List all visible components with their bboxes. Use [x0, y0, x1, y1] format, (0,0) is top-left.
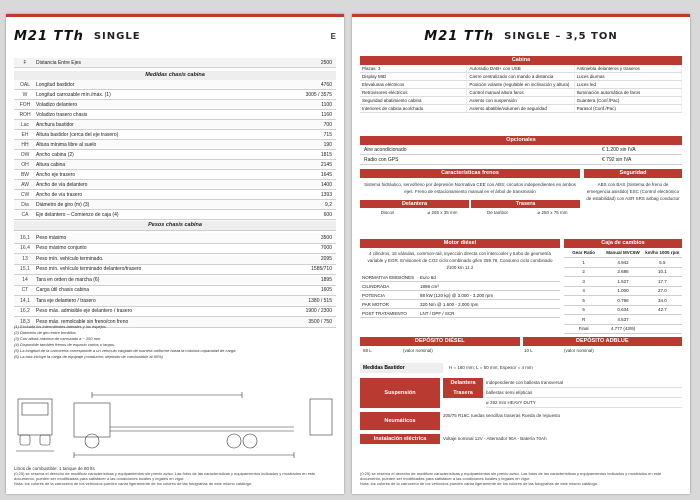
row-code: BW — [20, 171, 30, 178]
model-title: SINGLE — [93, 30, 141, 42]
row-value: 7000 — [320, 245, 332, 252]
cabina-cell: Elevalunas eléctricos — [360, 81, 467, 89]
suspension-label: Suspensión — [360, 378, 440, 408]
caja-cell: 0.634 — [617, 307, 629, 313]
row-code: FOH — [19, 101, 31, 108]
motor-label: POST TRATAMIENTO — [362, 310, 407, 316]
table-row — [564, 258, 682, 268]
model-title: SINGLE – 3,5 TON — [504, 30, 618, 42]
row-code: OH — [21, 161, 29, 168]
table-row — [14, 254, 336, 265]
suspension-block — [360, 378, 682, 408]
row-label: Ancho eje trasero — [36, 171, 76, 178]
row-value: 4760 — [320, 81, 332, 88]
row-code: 16,4 — [20, 245, 30, 252]
table-row — [564, 287, 682, 297]
electrica-label: Instalación eléctrica — [360, 434, 440, 444]
table-row — [14, 130, 336, 140]
caja-title: Caja de cambios — [564, 239, 682, 248]
table-row — [360, 300, 560, 309]
neumaticos-block — [360, 412, 682, 430]
caja-cell: 4.942 — [617, 259, 629, 265]
suspension-value: ⌀ 292 mm HEAVY DUTY — [486, 398, 682, 408]
electrica-block — [360, 434, 682, 444]
motor-value: Euro 6d — [420, 274, 436, 280]
neumaticos-value: 205/75 R16C ruedas sencillas traseras Rueda de repuesto — [443, 413, 561, 418]
table-row — [360, 273, 560, 282]
caja-cell: 2 — [582, 269, 585, 275]
caja-section — [564, 239, 682, 334]
table-row — [14, 265, 336, 276]
row-value: 600 — [323, 211, 332, 218]
motor-label: CILINDRADA — [362, 283, 390, 289]
motor-rows — [360, 273, 560, 318]
row-label: Eje delantero – Comienzo de caja (4) — [36, 211, 119, 218]
motor-value: 320 Nm @ 1.600 - 2.000 rpm — [420, 301, 479, 307]
row-label: Ancho cabina (2) — [36, 151, 74, 158]
row-label: Tara en orden de marcha (6) — [36, 276, 100, 283]
intro-table — [14, 58, 336, 81]
row-label: Diámetro de giro (m) (3) — [36, 201, 90, 208]
electrica-value: Voltaje nominal 12V - Alternador 90A - Batería 70Ah — [443, 436, 547, 441]
caja-cell: 0.796 — [617, 297, 629, 303]
row-code: HH — [21, 141, 29, 148]
brand-logo: M21 TTh — [424, 28, 495, 44]
cabina-cell: Retrovisores eléctricos — [360, 89, 467, 97]
opcional-value: € 1.200 sin IVA — [602, 146, 636, 153]
motor-section — [360, 239, 560, 318]
cabina-cell: Guantera (Conf./Pac) — [575, 97, 682, 105]
cabina-cell: Posición volante (regulable en inclinación y altura) — [467, 81, 574, 89]
caja-cell: 5.5 — [659, 259, 666, 265]
row-code: OAL — [19, 81, 30, 88]
cabina-title: Cabina — [360, 56, 682, 65]
caja-cell: 42.7 — [657, 307, 667, 313]
row-label: Altura cabina — [36, 161, 66, 168]
table-row — [14, 233, 336, 244]
row-value: 1100 — [321, 101, 332, 108]
table-row — [564, 296, 682, 306]
table-row — [564, 315, 682, 325]
row-value: 1160 — [321, 111, 332, 118]
row-value: 715 — [323, 131, 332, 138]
row-code: 18,3 — [20, 318, 30, 325]
cabina-cell: Control manual altura faros — [467, 89, 574, 97]
caja-header-cell: km/hx 1000 rpm — [645, 250, 680, 255]
table-row — [360, 282, 560, 291]
seguridad-text: ABS con BAS (Sistema de freno de emergencia asistido) ESC (Control electrónico de estabilidad) con ASR SRS airbag conductor — [586, 182, 680, 201]
left-title-row — [14, 24, 336, 48]
footnote: (1) Excluido los intermitentes laterales y los espejos — [14, 324, 106, 329]
caja-header-cell: Gear Ratio — [572, 250, 596, 255]
cabina-cell: Luces diurnas — [575, 73, 682, 81]
footnote: (2) Diámetro de giro entre bordillos — [14, 330, 76, 335]
suspension-rows — [443, 378, 682, 408]
row-label: Peso máx. remolcable sin freno/con freno — [36, 318, 129, 325]
cabina-cell: Asiento con suspensión — [467, 97, 574, 105]
row-code: CA — [21, 211, 29, 218]
table-row — [564, 325, 682, 335]
cabina-cell: Interiores de cabina acolchado — [360, 105, 467, 113]
trasera-type: De tambor — [486, 210, 508, 215]
row-label: Anchura bastidor — [36, 121, 74, 128]
caja-table — [564, 248, 682, 334]
adblue-note: (valor nominal) — [564, 348, 594, 353]
table-row — [14, 210, 336, 220]
suspension-value: ballestas semi elípticas — [486, 388, 682, 398]
caja-cell: 10.1 — [657, 269, 667, 275]
table-row — [14, 275, 336, 286]
table-row — [360, 291, 560, 300]
adblue-value: 10 L — [524, 348, 533, 353]
row-label: Longitud bastidor — [36, 81, 75, 88]
footnote: (5) La longitud de la carrocería corresponde a un vehículo cargado de manera uniforme hasta la máxima capacidad de carga — [14, 348, 236, 353]
cabina-cell: Parasol (Conf./Pac) — [575, 105, 682, 113]
row-value: 1605 — [320, 287, 332, 294]
right-title-row — [360, 24, 682, 48]
row-label: Carga útil chasis cabina — [36, 287, 90, 294]
opcional-value: € 792 sin IVA — [602, 156, 632, 163]
opcional-label: Radio con GPS — [364, 156, 399, 163]
top-accent-bar — [352, 14, 690, 17]
row-code: ROH — [19, 111, 31, 118]
row-label: Voladizo delantero — [36, 101, 78, 108]
footnote: (4) Disponible también frenos de espacio cortos o largos. — [14, 342, 116, 347]
footnotes — [14, 324, 336, 360]
cabina-cell: Antiniebla delanteros y traseros — [575, 65, 682, 73]
truck-diagram — [14, 389, 336, 461]
row-value: 1645 — [320, 171, 332, 178]
caja-cell: 1.527 — [617, 278, 629, 284]
row-code: CT — [21, 287, 29, 294]
table-row — [564, 268, 682, 278]
row-value: 3500 — [320, 234, 332, 241]
table-row — [360, 155, 682, 165]
caja-cell: 17.7 — [657, 278, 667, 284]
caja-cell: 4.777 (43/9) — [610, 326, 636, 332]
caja-header-cell: Manual MVC6W — [606, 250, 640, 255]
table-row — [14, 90, 336, 100]
left-page — [6, 14, 344, 494]
suspension-sub-label — [443, 398, 483, 408]
footnote: (6) La tara incluye la carga de equipaje (conductor, depósito de combustible al 90%) — [14, 354, 163, 359]
row-code: EH — [21, 131, 29, 138]
delantera-type: Discos — [380, 210, 395, 215]
motor-title: Motor diésel — [360, 239, 560, 248]
weights-table — [14, 233, 336, 328]
suspension-sub-label: Trasera — [443, 388, 483, 398]
measures-table — [14, 80, 336, 230]
table-row — [14, 296, 336, 307]
table-row — [443, 388, 682, 398]
table-row — [14, 150, 336, 160]
table-row — [14, 120, 336, 130]
caja-cell: 34.0 — [657, 297, 667, 303]
motor-label: POTENCIA — [362, 292, 386, 298]
row-code: 15,1 — [20, 266, 30, 273]
row-label: Tara eje delantero / trasero — [36, 297, 96, 304]
cabina-cell: Seguridad abatimiento cabina — [360, 97, 467, 105]
brand-logo: M21 TTh — [14, 28, 84, 44]
suspension-value: Independiente con ballesta transversal — [486, 378, 682, 388]
left-footer: (0:25) se reserva el derecho de modificar características y equipamientos sin previo aviso. Las fotos de las características y equipamientos indicados y mostrados en este documento, pueden ser modificadas para satisfacer a las condiciones locales y legales en vigor. Nota: los colores de la carrocería de los vehículos pueden variar ligeramente de los colores de las fotografías de este mismo catálogo. — [14, 471, 316, 486]
cabina-cell: Display MID — [360, 73, 467, 81]
table-row — [14, 200, 336, 210]
table-row: F Distancia Entre Ejes 2500 — [14, 58, 336, 68]
table-row — [14, 180, 336, 190]
row-value: 700 — [323, 121, 332, 128]
row-code: 16,2 — [20, 308, 30, 315]
row-label: Peso mín. vehículo terminado. — [36, 255, 104, 262]
section-weights-title: Pesos chasis cabina — [14, 221, 336, 231]
motor-label: NORMATIVA EMISIONES — [362, 274, 415, 280]
table-row — [14, 244, 336, 255]
row-value: 1585/710 — [311, 266, 332, 273]
cab-front-view — [18, 399, 52, 435]
row-value: 3500 / 750 — [308, 318, 332, 325]
motor-value: 1898 cm³ — [420, 283, 439, 289]
diesel-value: 68 L — [363, 348, 372, 353]
version-badge: E — [330, 31, 336, 41]
motor-value: LNT / DPF / SCR — [420, 310, 455, 316]
depositos-section — [360, 337, 682, 355]
delantera-size: ⌀ 265 x 35 mm — [427, 210, 458, 215]
row-code: 14,1 — [20, 297, 30, 304]
caja-cell: 5 — [582, 297, 585, 303]
row-label: Peso máximo — [36, 234, 67, 241]
table-row — [14, 190, 336, 200]
row-label: Altura bastidor (cerca del eje trasero) — [36, 131, 119, 138]
bastidor-value: H = 180 mm; L = 50 mm; Espesor = 4 mm — [449, 365, 533, 370]
footnote: (3) Con altura máxima de carrozado a ~ 150 mm — [14, 336, 101, 341]
cab-rear-view — [310, 399, 332, 435]
motor-text: 4 cilindros, 16 válvulas, common-rail, inyección directa con intercooler y turbo de geometría variable y EGR. Emisiones de CO2 ciclo combinado g/km 259.78, Consumo ciclo combinado l/100 km 11.2 — [367, 251, 553, 270]
motor-value: 88 kW (120 kp) @ 3.000 - 3.200 rpm — [420, 292, 494, 298]
right-page — [352, 14, 690, 494]
row-label: Voladizo trasero chasis — [36, 111, 88, 118]
table-row — [14, 100, 336, 110]
row-label: Ancho de vía delantero — [36, 181, 88, 188]
cabina-grid — [360, 65, 682, 113]
delantera-title: Delantera — [360, 200, 469, 208]
deposito-diesel-title: DEPÓSITO DIÉSEL — [360, 337, 520, 346]
opcionales-section — [360, 136, 682, 165]
diesel-note: (valor nominal) — [403, 348, 433, 353]
caja-cell: R — [582, 316, 586, 322]
row-code: OW — [20, 151, 30, 158]
opcionales-title: Opcionales — [360, 136, 682, 145]
row-value: 1815 — [320, 151, 332, 158]
row-value: 2095 — [320, 255, 332, 262]
cabina-cell: Luces led — [575, 81, 682, 89]
bastidor-label: Medidas Bastidor — [360, 363, 443, 373]
trasera-size: ⌀ 250 x 75 mm — [537, 210, 568, 215]
opcionales-list — [360, 145, 682, 165]
row-value: 9,2 — [325, 201, 332, 208]
frenos-text: Sistema hidráulico, servofreno por depresión Normativa CEE con ABS; circuitos independientes en ambos ejes. Freno de estacionamiento manual en el árbol de transmisión — [364, 182, 576, 194]
caja-cell: 27.0 — [657, 288, 667, 294]
table-row — [360, 145, 682, 155]
cabina-cell: Asiento abatible/volumen de seguridad — [467, 105, 574, 113]
caja-cell: 2.686 — [617, 269, 629, 275]
cabina-cell: Autoradio DAB+ con USB — [467, 65, 574, 73]
caja-cell: 1.000 — [617, 288, 629, 294]
row-code: 16,1 — [20, 234, 30, 241]
row-value: 2145 — [320, 161, 332, 168]
row-label: Peso máx. admisible eje delantero / trasero — [36, 308, 133, 315]
deposito-adblue-title: DEPÓSITO ADBLUE — [523, 337, 683, 346]
row-code: AW — [21, 181, 29, 188]
table-row — [14, 170, 336, 180]
opcional-label: Aire acondicionado — [364, 146, 407, 153]
table-row — [14, 80, 336, 90]
table-row — [14, 110, 336, 120]
caja-cell: 1 — [582, 259, 585, 265]
diagram-caption: Litros de combustible: 1 tanque de 80 lts — [14, 466, 95, 471]
row-label: Peso máximo conjunto — [36, 245, 87, 252]
row-value: 1895 — [320, 276, 332, 283]
top-accent-bar — [6, 14, 344, 17]
frenos-title: Características frenos — [360, 169, 580, 178]
table-row — [14, 307, 336, 318]
right-footer: (0:25) se reserva el derecho de modificar características y equipamientos sin previo aviso. Las fotos de las características y equipamientos indicados y mostrados en este documento, pueden ser modificadas para satisfacer a las condiciones locales y legales en vigor. Nota: los colores de la carrocería de los vehículos pueden variar ligeramente de los colores de las fotografías de este mismo catálogo. — [360, 471, 662, 486]
table-row — [360, 309, 560, 318]
row-code: CW — [20, 191, 30, 198]
row-code: Dia — [21, 201, 29, 208]
table-row — [564, 277, 682, 287]
caja-cell: 3 — [582, 278, 585, 284]
row-value: 1400 — [320, 181, 332, 188]
table-row — [443, 398, 682, 408]
row-label: Altura mínima libre al suelo — [36, 141, 97, 148]
table-row — [564, 306, 682, 316]
caja-cell: 4.537 — [617, 316, 629, 322]
row-label: Longitud carrozable mín./máx. (1) — [36, 91, 111, 98]
caja-cell: Final — [578, 326, 589, 332]
trasera-title: Trasera — [471, 200, 580, 208]
table-row — [443, 378, 682, 388]
row-value: 1380 / 515 — [308, 297, 332, 304]
row-value: 1393 — [320, 191, 332, 198]
frenos-section — [360, 169, 580, 218]
table-row — [14, 286, 336, 297]
row-code: 14 — [22, 276, 28, 283]
motor-label: PAR MOTOR — [362, 301, 389, 307]
row-label: Peso mín. vehículo terminado delantero/trasero — [36, 266, 142, 273]
cabina-cell: Cierre centralizado con mando a distancia — [467, 73, 574, 81]
caja-cell: 4 — [582, 288, 585, 294]
row-label: Ancho de vía trasero — [36, 191, 83, 198]
seguridad-title: Seguridad — [584, 169, 682, 178]
bastidor-row — [360, 363, 682, 373]
cabina-cell: Iluminación automática de faros — [575, 89, 682, 97]
neumaticos-label: Neumáticos — [360, 412, 440, 430]
cabina-cell: Plazas: 3 — [360, 65, 467, 73]
cabina-section — [360, 56, 682, 113]
table-row — [14, 160, 336, 170]
row-code: Lac — [20, 121, 30, 128]
caja-header — [564, 248, 682, 258]
section-measures-title: Medidas chasis cabina — [14, 71, 336, 81]
caja-cell: 6 — [582, 307, 585, 313]
row-code: W — [22, 91, 28, 98]
suspension-sub-label: Delantera — [443, 378, 483, 388]
seguridad-section — [584, 169, 682, 205]
cab-side-view — [74, 403, 110, 437]
row-value: 3005 / 3575 — [305, 91, 332, 98]
row-code: 13 — [22, 255, 28, 262]
row-value: 190 — [323, 141, 332, 148]
table-row — [14, 140, 336, 150]
row-value: 1900 / 2300 — [305, 308, 332, 315]
